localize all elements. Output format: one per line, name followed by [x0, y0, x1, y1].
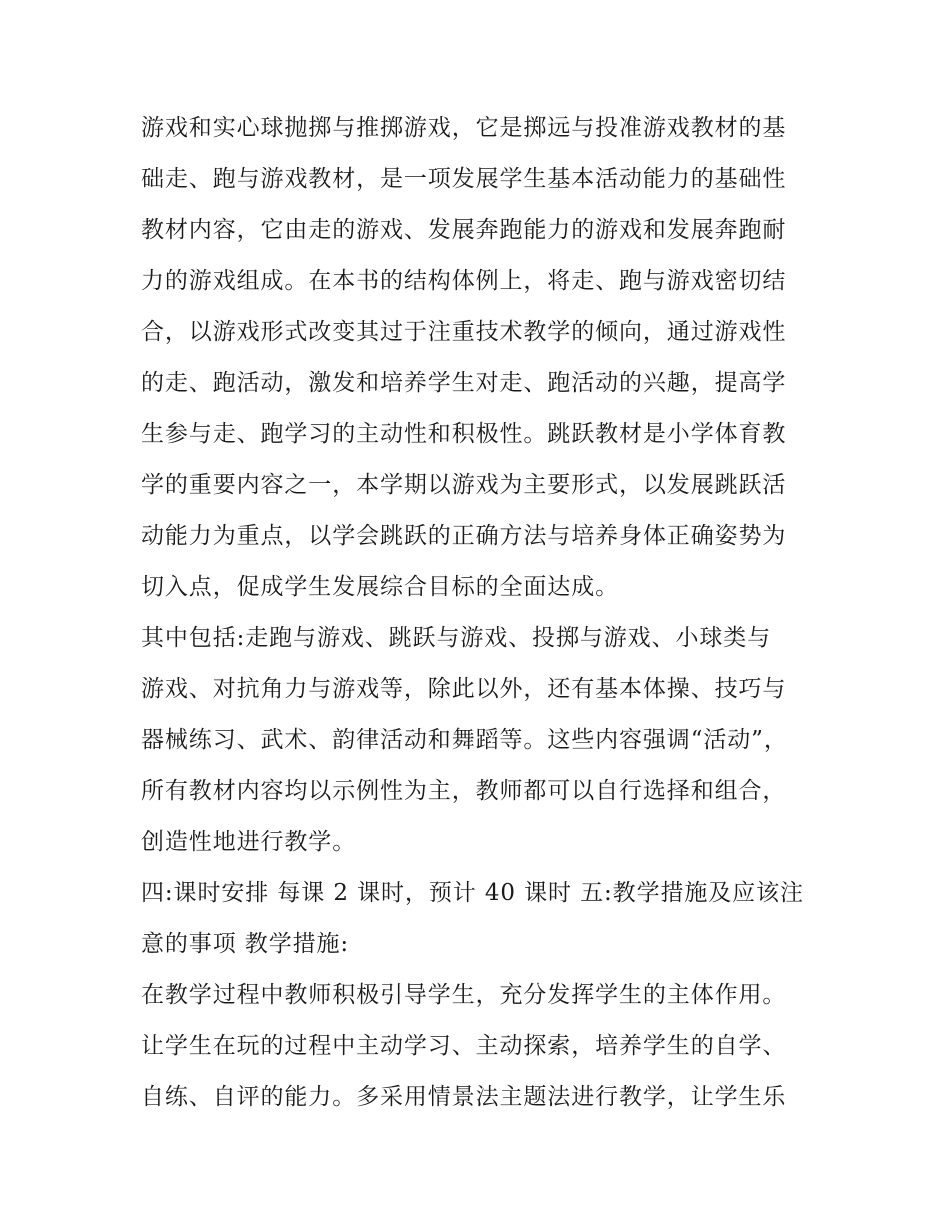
text-line: 学的重要内容之一，本学期以游戏为主要形式，以发展跳跃活: [141, 472, 787, 498]
text-line: 切入点，促成学生发展综合目标的全面达成。: [141, 574, 619, 600]
text-line: 意的事项 教学措施:: [141, 931, 350, 957]
text-line: 所有教材内容均以示例性为主，教师都可以自行选择和组合，: [141, 778, 787, 804]
text-line: 自练、自评的能力。多采用情景法主题法进行教学，让学生乐: [141, 1084, 787, 1110]
text-line: 其中包括:走跑与游戏、跳跃与游戏、投掷与游戏、小球类与: [141, 625, 772, 651]
document-body: [141, 103, 813, 1123]
text-line: 器械练习、武术、韵律活动和舞蹈等。这些内容强调“活动”，: [141, 727, 788, 753]
text-line: 合，以游戏形式改变其过于注重技术教学的倾向，通过游戏性: [141, 319, 787, 345]
text-line: 力的游戏组成。在本书的结构体例上，将走、跑与游戏密切结: [141, 268, 787, 294]
text-line: 础走、跑与游戏教材，是一项发展学生基本活动能力的基础性: [141, 166, 787, 192]
text-line: 创造性地进行教学。: [141, 829, 357, 855]
text-line: 四:课时安排 每课 2 课时，预计 40 课时 五:教学措施及应该注: [141, 880, 804, 906]
text-line: 游戏和实心球抛掷与推掷游戏，它是掷远与投准游戏教材的基: [141, 115, 787, 141]
text-line: 让学生在玩的过程中主动学习、主动探索，培养学生的自学、: [141, 1033, 787, 1059]
text-line: 教材内容，它由走的游戏、发展奔跑能力的游戏和发展奔跑耐: [141, 217, 787, 243]
text-line: 游戏、对抗角力与游戏等，除此以外，还有基本体操、技巧与: [141, 676, 787, 702]
text-line: 的走、跑活动，激发和培养学生对走、跑活动的兴趣，提高学: [141, 370, 787, 396]
text-line: 动能力为重点，以学会跳跃的正确方法与培养身体正确姿势为: [141, 523, 787, 549]
text-line: 生参与走、跑学习的主动性和积极性。跳跃教材是小学体育教: [141, 421, 787, 447]
text-line: 在教学过程中教师积极引导学生，充分发挥学生的主体作用。: [141, 982, 787, 1008]
